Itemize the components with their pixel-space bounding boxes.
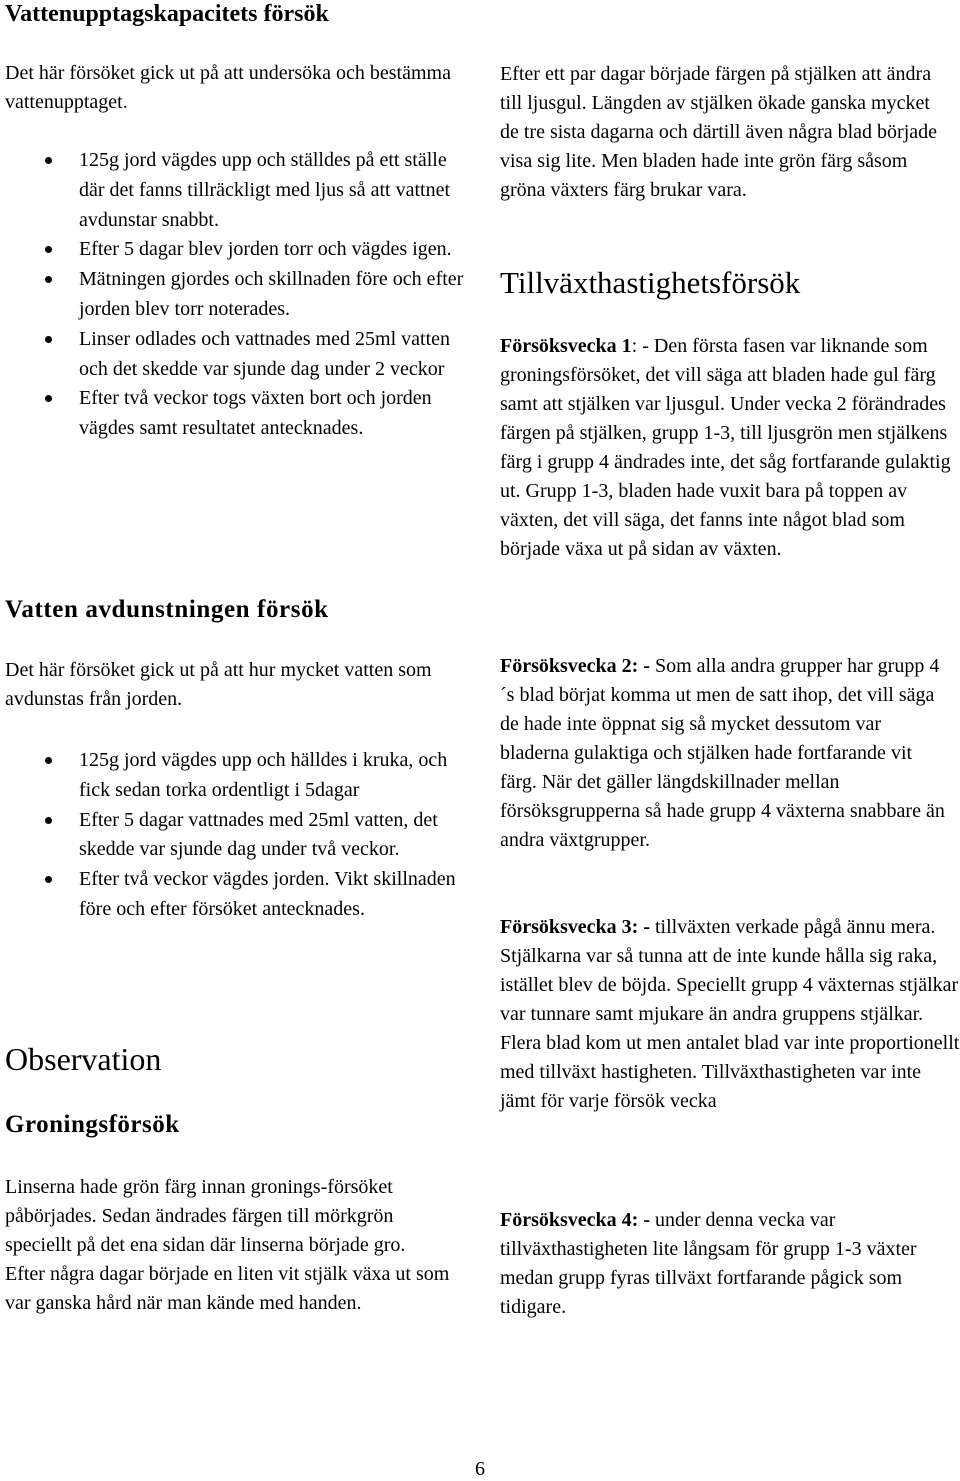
list-item: Linser odlades och vattnades med 25ml vatten och det skedde var sjunde dag under 2 veckor [5,325,475,385]
week-4-label: Försöksvecka 4: - [500,1209,650,1231]
heading-groningsforsok: Groningsförsök [5,1111,180,1138]
list-item: 125g jord vägdes upp och ställdes på ett ställe där det fanns tillräckligt med ljus så att vattnet avdunstar snabbt. [5,146,475,235]
para-groning: Linserna hade grön färg innan gronings-försöket påbörjades. Sedan ändrades färgen till mörkgrön speciellt på det ena sidan där linserna började gro. Efter några dagar började en liten vit stjälk växa ut som var ganska hård när man kände med handen. [5,1176,450,1314]
heading-observation: Observation [5,1041,162,1077]
week-3-label: Försöksvecka 3: - [500,916,650,938]
heading-avdunstning: Vatten avdunstningen försök [5,596,329,623]
list-item: Efter två veckor togs växten bort och jorden vägdes samt resultatet antecknades. [5,384,475,444]
week-1-label: Försöksvecka 1 [500,335,632,357]
week-2-label: Försöksvecka 2: - [500,655,650,677]
week-4-text: under denna vecka var tillväxthastigheten lite långsam för grupp 1-3 växter medan grupp fyras tillväxt fortfarande pågick som tidigare. [500,1209,917,1318]
list-item: Mätningen gjordes och skillnaden före och efter jorden blev torr noterades. [5,265,475,325]
page-number: 6 [475,1458,485,1480]
week-1-sep: : - [631,335,654,357]
week-1-text: Den första fasen var liknande som groningsförsöket, det vill säga att bladen hade gul färg samt att stjälken var ljusgul. Under vecka 2 förändrades färgen på stjälken, grupp 1-3, till ljusgrön men stjälkens färg i grupp 4 ändrades inte, det såg fortfarande gulaktig ut. Grupp 1-3, bladen hade vuxit bara på toppen av växten, det vill säga, det fanns inte något blad som började växa ut på sidan av växten. [500,335,951,560]
list-item: Efter 5 dagar vattnades med 25ml vatten, det skedde var sjunde dag under två veckor. [5,806,475,866]
list-vattenupptag [5,146,475,444]
week-2 [500,652,945,855]
intro-vattenupptag: Det här försöket gick ut på att undersöka och bestämma vattenupptaget. [5,62,451,113]
list-item: Efter 5 dagar blev jorden torr och vägdes igen. [5,235,475,265]
heading-tillvaxt: Tillväxthastighetsförsök [500,265,801,300]
week-2-text: Som alla andra grupper har grupp 4´s blad börjat komma ut men de satt ihop, det vill säga de hade inte öppnat sig så mycket dessutom var bladerna gulaktiga och stjälken hade fortfarande vit färg. När det gäller längdskillnader mellan försöksgrupperna så hade grupp 4 växterna snabbare än andra växtgrupper. [500,655,945,851]
list-item: 125g jord vägdes upp och hälldes i kruka, och fick sedan torka ordentligt i 5dagar [5,746,475,806]
list-avdunstning [5,746,475,925]
list-item: Efter två veckor vägdes jorden. Vikt skillnaden före och efter försöket antecknades. [5,865,475,925]
para-continued: Efter ett par dagar började färgen på stjälken att ändra till ljusgul. Längden av stjälken ökade ganska mycket de tre sista dagarna och därtill även några blad började visa sig lite. Men bladen hade inte grön färg såsom gröna växters färg brukar vara. [500,63,938,201]
week-3-text: tillväxten verkade pågå ännu mera. Stjälkarna var så tunna att de inte kunde hålla sig raka, istället blev de böjda. Speciellt grupp 4 växternas stjälkar var tunnare samt mjukare än andra gruppens stjälkar. Flera blad kom ut men antalet blad var inte proportionellt med tillväxt hastigheten. Tillväxthastigheten var inte jämt för varje försök vecka [500,916,960,1112]
week-1 [500,332,960,564]
intro-avdunstning: Det här försöket gick ut på att hur mycket vatten som avdunstas från jorden. [5,659,432,710]
week-4 [500,1206,960,1322]
week-3 [500,913,960,1116]
heading-vattenupptag: Vattenupptagskapacitets försök [5,1,329,27]
